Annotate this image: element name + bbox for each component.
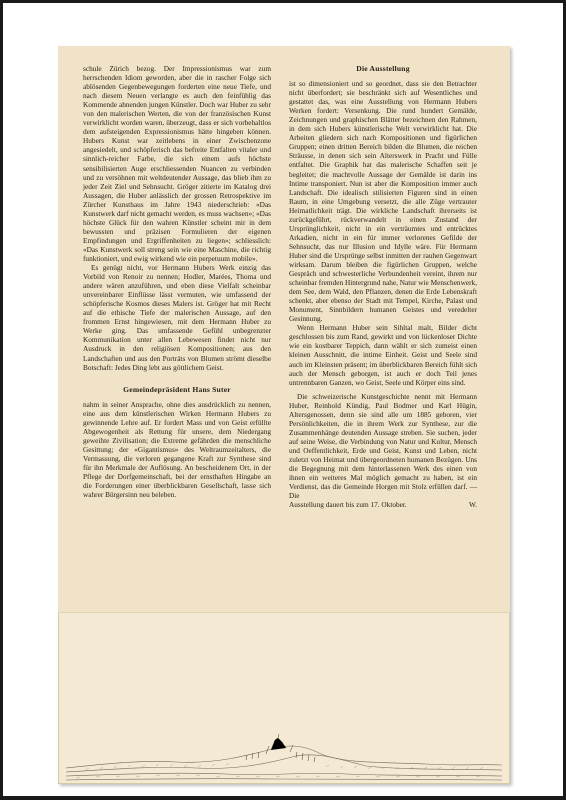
right-column	[289, 64, 477, 509]
section-heading: Gemeindepräsident Hans Suter	[123, 384, 231, 394]
article-paragraph: Die schweizerische Kunstgeschichte nennt mit Hermann Huber, Reinhold Kündig, Paul Bodmer und Karl Hügin, Altersgenossen, denn sie sind alle um 1885 geboren, vier Persönlichkeiten, die in ihrem Werk zur Synthese, zur die Zusammenhänge deutenden Aussage streben. Sie suchen, jeder auf seine Weise, die Verbindung von Natur und Kultur, Mensch und Oeffentlichkeit, Erde und Geist, Kunst und Leben, nicht zuletzt von Heimat und übergeordneten humanen Bezügen. Uns die Begegnung mit dem hinterlassenen Werk des einen von ihnen ein weiteres Mal möglich gemacht zu haben, ist ein Verdienst, das die Gemeinde Horgen mit Stolz erfüllen darf. — Die	[289, 391, 477, 501]
landscape-engraving-icon	[66, 734, 502, 784]
closing-line	[289, 500, 477, 509]
left-column	[83, 64, 271, 499]
newspaper-clipping	[58, 46, 510, 613]
article-paragraph: Wenn Hermann Huber sein Sihltal malt, Bilder dicht geschlossen bis zum Rand, gewirkt und von lückenloser Dichte wie ein kostbarer Teppich, dann wählt er sich zumeist einen kleinen Ausschnitt, die intime Einheit. Geist und Seele sind auch im Kleinsten präsent; im überblickbaren Bereich fühlt sich auch der Mensch geborgen, ist auch er doch Teil jenes untrennbaren Ganzen, wo Geist, Seele und Körper eins sind.	[289, 323, 477, 387]
scan-border-bottom	[0, 796, 566, 800]
author-signature: W.	[468, 500, 477, 510]
scan-border-left	[0, 0, 3, 800]
article-paragraph: ist so dimensioniert und so geordnet, dass sie den Betrachter nicht überfordert; sie beschränkt sich auf Wesentliches und gestattet das, was eine Ausstellung von Hermann Hubers Werken fordert: Versenkung. Die rund hundert Gemälde, Zeichnungen und graphischen Blätter bezeichnen den Rahmen, in dem sich Hubers künstlerische Welt verwirklicht hat. Die Arbeiten gliedern sich nach Kompositionen und figürlichen Gruppen; einen dritten Bereich bilden die Blumen, die reichen Sträusse, in denen sich sein Alterswerk in Pracht und Fülle entfaltet. Die Graphik hat das malerische Schaffen seit je begleitet; die machtvolle Aussage der Gemälde ist darin ins Intime transponiert. Nun ist aber die Komposition immer auch Landschaft. Die idealisch stilisierten Figuren sind in einen Raum, in eine Umgebung versetzt, die alle Züge vertrauter Heimatlichkeit trägt. Die wirkliche Landschaft ihrerseits ist zurückgeführt, rückverwandelt in einen Zustand der Ursprünglichkeit, nicht in ein verträumtes und entrücktes Arkadien, nicht in ein für immer verlorenes Gefilde der Sehnsucht, das nur Illusion und Idylle wäre. Für Hermann Huber sind die Ursprünge selbst inmitten der rauhen Gegenwart wirksam. Darum bleiben die figürlichen Gruppen, welche Gespräch und schwesterliche Verbundenheit vereint, ihrem nur scheinbar fremden Hintergrund nahe, Natur wie Menschenwerk, dem See, dem Wald, den Pflanzen, denen die Erde Lebenskraft schenkt, aber ebenso der Stadt mit Tempel, Kirche, Palast und Monument, Sinnbildern humanen Geistes und veredelter Gesinnung.	[289, 79, 477, 324]
section-heading: Die Ausstellung	[356, 64, 410, 73]
clipping-edge	[58, 612, 510, 613]
article-paragraph: schule Zürich bezog. Der Impressionismus war zum herrschenden Idiom geworden, aber die in rascher Folge sich ablösenden Gegenbewegungen forderten eine neue Tiefe, und nach diesem Neuen verlangte es auch den feinfühlig das Kommende ahnenden jungen Künstler. Doch war Huber zu sehr von den malerischen Werten, die von der französischen Kunst verwirklicht worden waren, überzeugt, dass er sich vorbehaltlos dem aufsteigenden Expressionismus hätte hingeben können. Hubers Kunst war zeitlebens in einer Zwischenzone angesiedelt, und schöpferisch das befreite Entfalten vitaler und sinnlich-reicher Farbe, die sich einem aufs höchste sensibilisierten Auge erschliessenden Nuancen zu verbinden und zu versöhnen mit weltdeutender Aussage, das blieb ihm zu jeder Zeit Ziel und Sehnsucht. Gröger zitierte im Katalog drei Aussagen, die Huber anlässlich der grossen Retrospektive im Zürcher Kunsthaus im Jahre 1943 niederschrieb: «Das Kunstwerk darf nicht gemacht werden, es muss wachsen»; «Das höchste Glück für den wahren Künstler scheint mir in dem bewussten und präzisen Formulieren der eigenen Empfindungen und Ergriffenheiten zu liegen»; schliesslich: «Das Kunstwerk soll streng sein wie eine Maschine, die richtig funktioniert, und ewig wirkend wie ein perpetuum mobile».	[83, 64, 271, 263]
article-paragraph: nahm in seiner Ansprache, ohne dies ausdrücklich zu nennen, eine aus dem künstlerischen Wirken Hermann Hubers zu gewinnende Lehre auf. Er fordert Mass und von Geist erfüllte Abgewogenheit als Rettung für unsere, dem Niedergang geweihte Zivilisation; die Extreme gefährden die menschliche Gesittung; der «Gigantismus» des Weltraumzeitalters, die Vermassung, die verloren gegangene Kraft zur Synthese sind für ihn Merkmale der Auflösung. An bescheidenem Ort, in der Pflege der Dorfgemeinschaft, bei der ernsthaften Hingabe an die Forderungen einer überblickbaren Gesellschaft, lasse sich wahrer Bürgersinn neu beleben.	[83, 399, 271, 500]
article-paragraph: Es genügt nicht, vor Hermann Hubers Werk einzig das Vorbild von Renoir zu nennen; Hodler, Marées, Thoma und andere wären anzuführen, und eben diese Vielfalt scheinbar unvereinbarer Einflüsse lässt vermuten, wie umfassend der schöpferische Kosmos dieses Malers ist. Gröger hat mit Recht auf die ethische Tiefe der malerischen Aussage, auf den frommen Ernst hingewiesen, mit dem Hermann Huber zu Werke ging. Das umfassende Gefühl unbegrenzter Kommunikation unter allen Lebewesen findet nicht nur Ausdruck in den religiösen Kompositionen; aus den Landschaften und aus den Porträts von Blumen strömt dieselbe Botschaft: Jedes Ding lebt aus göttlichem Geist.	[83, 263, 271, 372]
paper-sheet	[58, 46, 510, 784]
scan-border-top	[0, 0, 566, 3]
closing-text: Ausstellung dauert bis zum 17. Oktober.	[289, 500, 407, 510]
